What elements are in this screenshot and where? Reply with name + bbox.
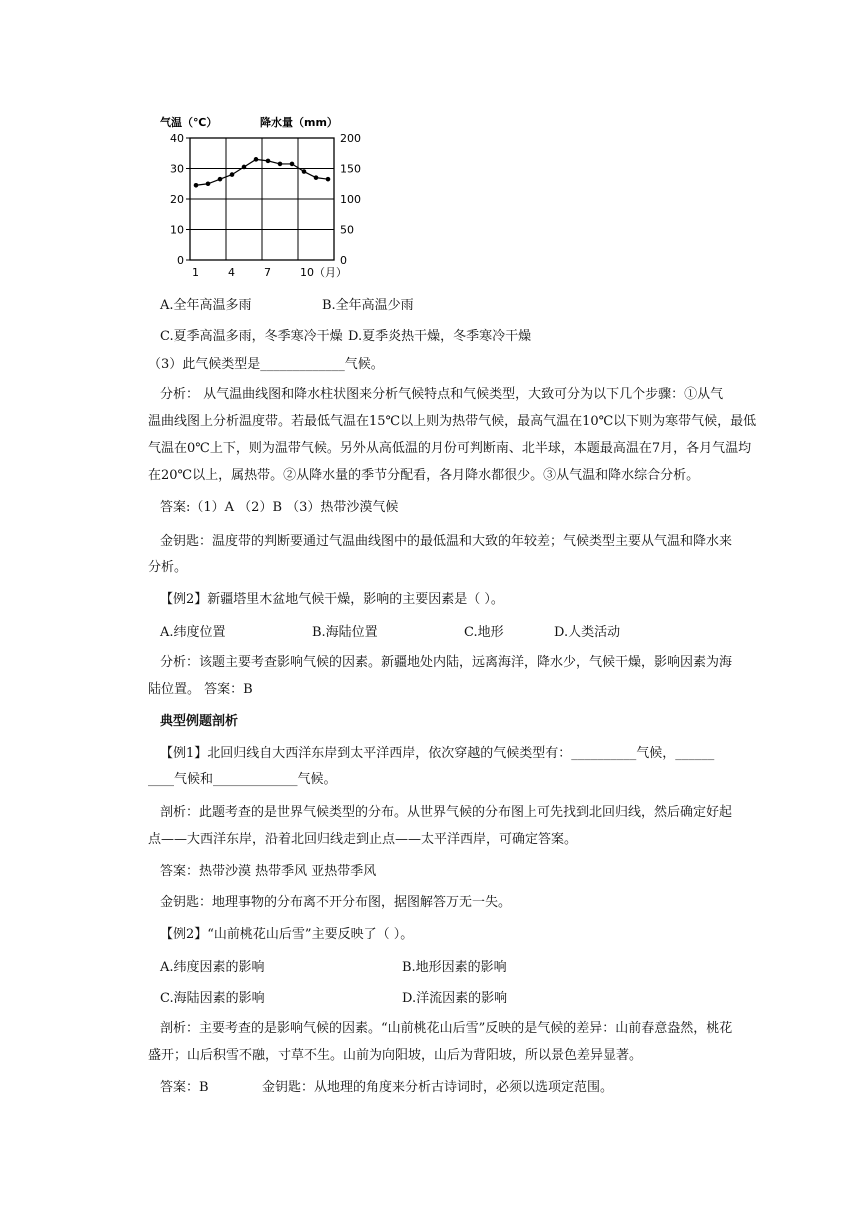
y-tick-right: 200 [340,132,361,145]
y-tick-right: 0 [340,254,347,267]
ex2b-option-c: C.海陆因素的影响 [160,991,265,1006]
ex2b-analysis-line1: 剖析：主要考查的是影响气候的因素。“山前桃花山后雪”反映的是气候的差异：山前春意盎然，桃花 [160,1021,733,1036]
x-tick: 4 [228,266,235,279]
ex1b-analysis-line2: 点——大西洋东岸，沿着北回归线走到止点——太平洋西岸，可确定答案。 [148,832,578,847]
climate-chart [150,108,370,280]
ex1b-key: 金钥匙：地理事物的分布离不开分布图，据图解答万无一失。 [160,895,512,910]
analysis1-line3: 气温在0℃上下，则为温带气候。另外从高低温的月份可判断南、北半球，本题最高温在7月，各月气温均 [148,441,752,456]
q1-option-c: C.夏季高温多雨，冬季寒冷干燥 [160,329,343,344]
ex2-option-c: C.地形 [464,625,504,640]
chart-xticks [192,266,347,279]
temperature-point [254,157,259,162]
y-tick-left: 0 [177,254,184,267]
analysis1-line1: 分析： 从气温曲线图和降水柱状图来分析气候特点和气候类型，大致可分为以下几个步骤：①从气 [160,387,724,402]
ex2-analysis-line1: 分析：该题主要考查影响气候的因素。新疆地处内陆，远离海洋，降水少，气候干燥，影响因素为海 [160,655,733,670]
y-tick-right: 150 [340,162,361,176]
example2-question: 【例2】新疆塔里木盆地气候干燥，影响的主要因素是（ ）。 [160,592,504,607]
chart-yticks-right [340,132,361,267]
q1-option-d: D.夏季炎热干燥，冬季寒冷干燥 [348,329,532,344]
y-tick-left: 10 [170,223,184,237]
key1-line1: 金钥匙：温度带的判断要通过气温曲线图中的最低温和大致的年较差；气候类型主要从气温和降水来 [160,534,733,549]
temperature-point [230,172,235,177]
temperature-point [278,162,283,167]
y-tick-left: 20 [170,193,184,206]
ex2b-option-b: B.地形因素的影响 [402,960,507,975]
y-tick-right: 100 [340,193,361,206]
temperature-point [266,159,271,164]
ex2-option-a: A.纬度位置 [160,625,226,640]
x-tick: 1 [192,266,199,279]
analysis1-line4: 在20℃以上，属热带。②从降水量的季节分配看，各月降水都很少。③从气温和降水综合分析。 [148,468,700,483]
ex2b-key: 金钥匙：从地理的角度来分析古诗词时，必须以选项定范围。 [262,1080,614,1095]
ex1b-analysis-line1: 剖析：此题考查的是世界气候类型的分布。从世界气候的分布图上可先找到北回归线，然后确定好起 [160,805,733,820]
ex2b-option-a: A.纬度因素的影响 [160,960,265,975]
temperature-point [206,181,211,186]
q1-option-a: A.全年高温多雨 [160,298,252,313]
temperature-point [194,183,199,188]
question-3: （3）此气候类型是_____________气候。 [148,357,384,372]
key1-line2: 分析。 [148,560,188,575]
ex1b-line1: 【例1】北回归线自大西洋东岸到太平洋西岸，依次穿越的气候类型有：__________气候，______ [160,746,715,761]
ex2-option-b: B.海陆位置 [312,625,378,640]
y-tick-left: 30 [170,162,184,176]
ex2-option-d: D.人类活动 [554,625,621,640]
chart-yticks-left [170,132,190,267]
chart-ylabel-right: 降水量（mm） [260,116,338,129]
ex2-analysis-line2: 陆位置。 答案：B [148,682,253,697]
temperature-point [218,177,223,182]
ex1b-answer: 答案：热带沙漠 热带季风 亚热带季风 [160,864,377,879]
temperature-point [326,177,331,182]
temperature-point [302,169,307,174]
ex2b-question: 【例2】“山前桃花山后雪”主要反映了（ ）。 [160,927,414,942]
y-tick-right: 50 [340,223,354,237]
analysis1-line2: 温曲线图上分析温度带。若最低气温在15℃以上则为热带气候，最高气温在10℃以下则为寒带气候，最低 [148,414,757,429]
q1-option-b: B.全年高温少雨 [322,298,414,313]
x-tick: 7 [264,266,271,279]
y-tick-left: 40 [170,132,184,145]
temperature-point [242,165,247,170]
section-title: 典型例题剖析 [160,714,239,729]
temperature-point [290,162,295,167]
chart-grid [190,138,334,260]
ex2b-answer: 答案：B [160,1080,209,1095]
x-tick: 10（月） [300,266,347,279]
answer-1: 答案:（1）A （2）B （3）热带沙漠气候 [160,500,399,515]
ex1b-line2: ____气候和_____________气候。 [148,772,337,787]
temperature-point [314,175,319,180]
chart-ylabel-left: 气温（℃） [160,116,218,129]
ex2b-analysis-line2: 盛开；山后积雪不融，寸草不生。山前为向阳坡，山后为背阳坡，所以景色差异显著。 [148,1048,643,1063]
ex2b-option-d: D.洋流因素的影响 [402,991,508,1006]
